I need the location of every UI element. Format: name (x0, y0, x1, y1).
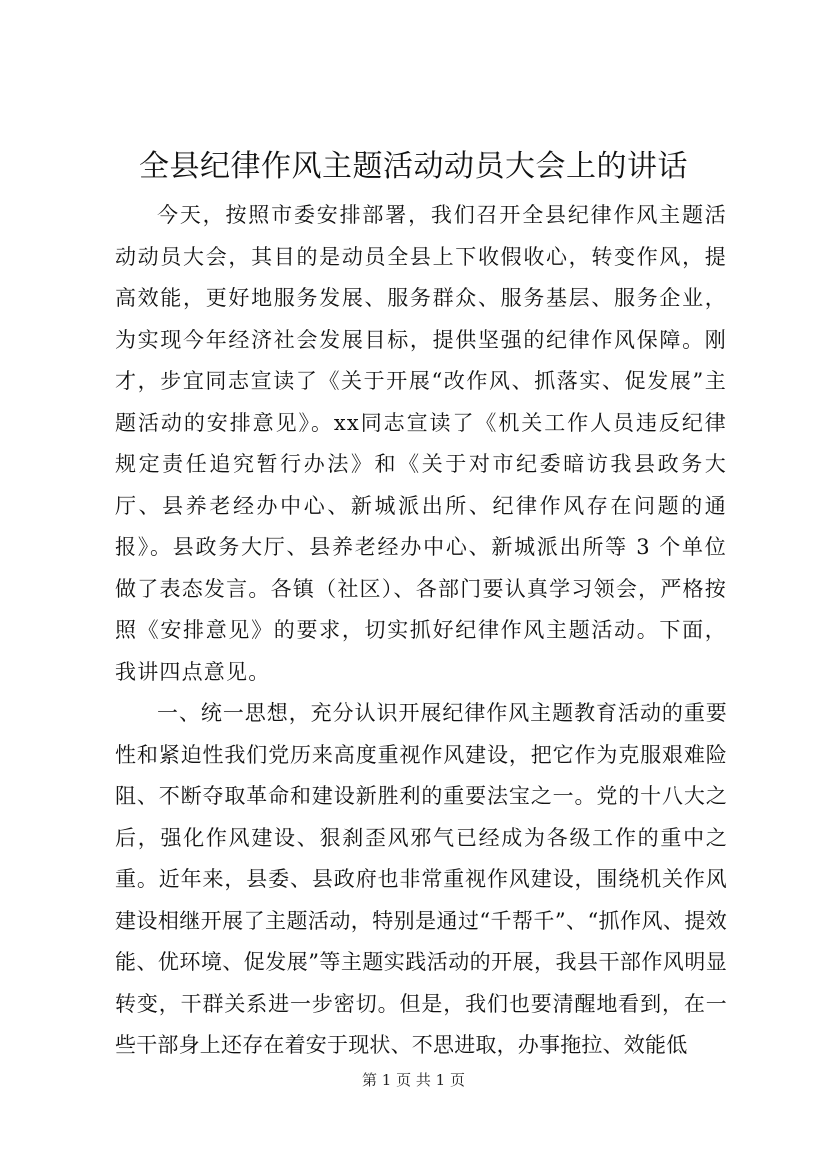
document-title: 全县纪律作风主题活动动员大会上的讲话 (139, 149, 688, 184)
page-number-footer: 第 1 页 共 1 页 (362, 1071, 465, 1089)
paragraph-section-one: 一、统一思想，充分认识开展纪律作风主题教育活动的重要性和紧迫性我们党历来高度重视作风建设，把它作为克服艰难险阻、不断夺取革命和建设新胜利的重要法宝之一。党的十八大之后，强化作风建设、狠刹歪风邪气已经成为各级工作的重中之重。近年来，县委、县政府也非常重视作风建设，围绕机关作风建设相继开展了主题活动，特别是通过“千帮千”、“抓作风、提效能、优环境、促发展”等主题实践活动的开展，我县干部作风明显转变，干群关系进一步密切。但是，我们也要清醒地看到，在一些干部身上还存在着安于现状、不思进取，办事拖拉、效能低 (115, 701, 727, 1057)
paragraph-intro: 今天，按照市委安排部署，我们召开全县纪律作风主题活动动员大会，其目的是动员全县上下收假收心，转变作风，提高效能，更好地服务发展、服务群众、服务基层、服务企业，为实现今年经济社会发展目标，提供坚强的纪律作风保障。刚才，步宜同志宣读了《关于开展“改作风、抓落实、促发展”主题活动的安排意见》。xx同志宣读了《机关工作人员违反纪律规定责任追究暂行办法》和《关于对市纪委暗访我县政务大厅、县养老经办中心、新城派出所、纪律作风存在问题的通报》。县政务大厅、县养老经办中心、新城派出所等 3 个单位做了表态发言。各镇（社区）、各部门要认真学习领会，严格按照《安排意见》的要求，切实抓好纪律作风主题活动。下面，我讲四点意见。 (115, 203, 727, 684)
document-body (115, 195, 727, 1067)
